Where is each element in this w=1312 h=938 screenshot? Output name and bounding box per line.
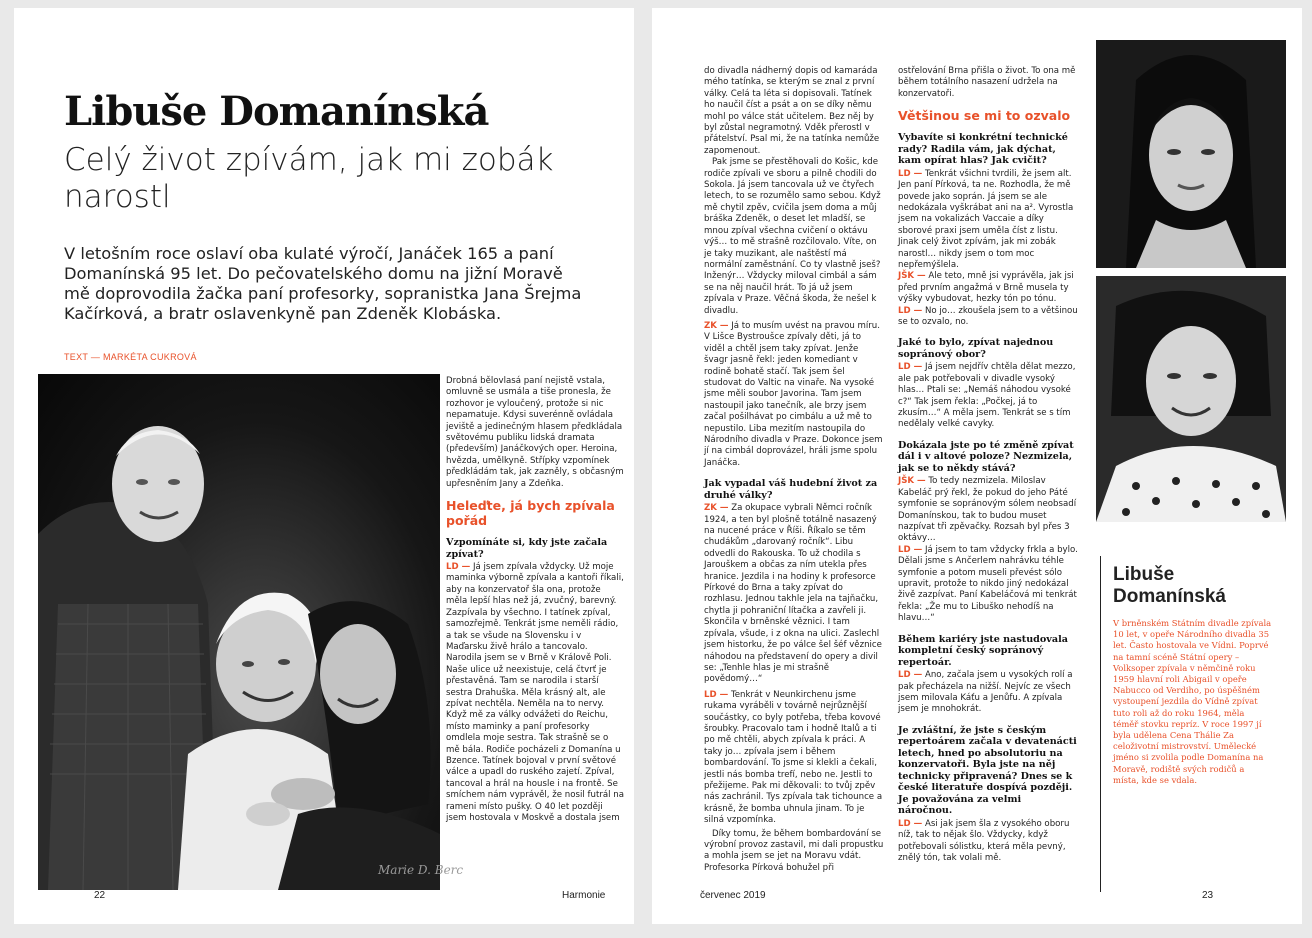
answer-ld5 [898, 545, 1078, 625]
answer-text: Ano, začala jsem u vysokých rolí a pak přecházela na nižší. Nejvíc ze všech jsem milovala Káťu a Jenůfu. A zpívala jsem je mnohokrát. [898, 670, 1073, 715]
question-1: Vzpomínáte si, kdy jste začala zpívat? [446, 537, 608, 560]
right-column-2 [898, 66, 1078, 864]
magazine-name: Harmonie [562, 890, 606, 901]
answer-ld3 [898, 306, 1078, 329]
paragraph: ostřelování Brna přišla o život. To ona mě během totálního nasazení udržela na konzervatoři. [898, 66, 1076, 99]
left-body-column [446, 376, 624, 824]
answer-text: Já to musím uvést na pravou míru. V Lišce Bystroušce zpívaly děti, já to viděl a chtěl jsem taky zpívat. Jenže švagr jasně řekl: jeden komediant v rodině bohatě stačí. Tak jsem šel studovat do Valtic na vinaře. Na vysoké jsme měli soubor Javorina. Tam jsem nastoupil jako tanečník, ale brzy jsem začal pošilhávat po cimbálu a už mě to nepustilo. Liba mezitím nastoupila do Národního divadla v Praze. Dokonce jsem jí na cimbál doprovázel, hráli jsme spolu Janáčka. [704, 320, 883, 468]
article-lede: V letošním roce oslaví oba kulaté výročí, Janáček 165 a paní Domanínská 95 let. Do pečovatelského domu na jižní Moravě mě doprovodila žačka paní profesorky, sopranistka Jana Šrejma Kačírková, a bratr oslavenkyně pan Zdeněk Klobáska. [64, 244, 582, 323]
question-2: Jak vypadal váš hudební život za druhé války? [704, 478, 878, 501]
portrait-photo-top [1096, 40, 1286, 268]
speaker-tag: LD — [898, 362, 923, 373]
speaker-tag: LD — [704, 689, 729, 700]
answer-js1 [898, 271, 1078, 305]
speaker-tag: ZK — [704, 320, 729, 331]
speaker-tag: JŠK — [898, 476, 926, 487]
answer-text: Ale teto, mně jsi vyprávěla, jak jsi před prvním angažmá v Brně musela ty výšky vybudovat, hezky tón po tónu. [898, 271, 1074, 305]
speaker-tag: LD — [446, 562, 471, 573]
intro-paragraph: Drobná bělovlasá paní nejistě vstala, omluvně se usmála a tiše pronesla, že rozhovor je vyloučený, protože si nic nepamatuje. Kdysi suverénně ovládala jeviště a jedinečným hlasem předkládala světovému publiku lidská dramata (především) Janáčkových oper. Heroina, hvězda, umělkyně. Střípky vzpomínek předkládám tak, jak zazněly, s občasným upřesněním Jany a Zdeňka. [446, 376, 624, 489]
answer-zk2 [704, 503, 884, 686]
page-number-left: 22 [94, 890, 106, 901]
answer-ld2 [898, 169, 1078, 272]
answer-text: Za okupace vybrali Němci ročník 1924, a ten byl plošně totálně nasazený na nucené práce v Říši. Říkalo se těm chudákům „darovaný ročník“. Libu odvedli do Rakouska. To už chodila s Jarouškem a občas za ním utekla přes hranice. Jezdila i na hodiny k profesorce Pírkové do Brna a taky zpívat do rozhlasu. Jednou takhle jela na tajňačku, chytla ji pohraniční lítačka a zavřeli ji. Skončila v brněnské věznici. I tam zpívala, všude, i z okna na ulici. Zaslechl jsem historku, že po válce šel šéf věznice náhodou na představení do opery a divil se: „Tenhle hlas je mi strašně povědomý…“ [704, 503, 882, 685]
answer-js2 [898, 476, 1078, 544]
portrait-image-bottom [1096, 276, 1286, 522]
answer-ld1 [704, 690, 884, 827]
speaker-tag: LD — [898, 168, 923, 179]
speaker-tag: LD — [898, 544, 923, 555]
paragraph: do divadla nádherný dopis od kamaráda mého tatínka, se kterým se znal z první války. Celá ta léta si dopisovali. Tatínek ho naučil číst a psát a on se díky němu mohl po válce stát učitelem. Bez něj by byl zůstal negramotný. Vděk přerostl v přátelství. Psal mi, že na tatínka nemůže zapomenout. [704, 66, 880, 156]
answer-text: Já jsem nejdřív chtěla dělat mezzo, ale pak potřebovali v divadle vysoký hlas… Ptali se: „Nemáš náhodou vysoké c?“ Tak jsem řekla: „Počkej, já to zkusím…“ A měla jsem. Tenkrát se s tím nedělaly velké cavyky. [898, 362, 1076, 430]
question-5: Dokázala jste po té změně zpívat dál i v altové poloze? Nezmizela, jak se to někdy stává? [898, 439, 1074, 474]
answer-ld7 [898, 819, 1078, 865]
question-4: Jaké to bylo, zpívat najednou sopránový obor? [898, 337, 1054, 360]
speaker-tag: LD — [898, 818, 923, 829]
question-7: Je zvláštní, že jste s českým repertoárem začala v devatenácti letech, hned po absolutoriu na konzervatoři. Byla jste na něj technicky připravená? Dnes se k české literatuře dospívá později. Je považována za velmi náročnou. [898, 724, 1077, 817]
speaker-tag: ZK — [704, 503, 729, 514]
answer-text: Asi jak jsem šla z vysokého oboru níž, tak to nějak šlo. Vždycky, když potřebovali sólistku, která měla pevný, znělý tón, tak volali mě. [898, 818, 1070, 863]
right-page [652, 8, 1302, 924]
answer-1 [446, 562, 624, 824]
section-heading-1: Heleďte, já bych zpívala pořád [446, 498, 615, 529]
issue-date: červenec 2019 [700, 890, 766, 901]
bio-sidebox [1100, 556, 1272, 892]
answer-ld6 [898, 670, 1078, 716]
paragraph: Díky tomu, že během bombardování se výrobní provoz zastavil, mi dali propustku a mohla jsem se jet na Moravu vdát. Profesorka Pírková bohužel při [704, 828, 884, 873]
speaker-tag: LD — [898, 305, 923, 316]
speaker-tag: JŠK — [898, 271, 926, 282]
answer-text: Já jsem to tam vždycky frkla a bylo. Dělali jsme s Ančerlem nahrávku téhle symfonie a potom museli převést sólo upravit, protože to nikdo jiný nedokázal živě zazpívat. Paní Kabeláčová mi tenkrát řekla: „Že mu to Libuško nehodíš na hlavu…“ [898, 544, 1078, 624]
portrait-photo-bottom [1096, 276, 1286, 522]
answer-text: Tenkrát všichni tvrdili, že jsem alt. Jen paní Pírková, ta ne. Rozhodla, že mě povede jako soprán. Já jsem se ale nedokázala vyškrábat ani na a². Vyrostla jsem na vokalizách Vaccaie a díky sborové praxi jsem uměla číst z listu. Jinak celý život zpívám, jak mi zobák narostl… nikdy jsem o tom moc nepřemýšlela. [898, 168, 1074, 270]
answer-text: No jo… zkoušela jsem to a většinou se to ozvalo, no. [898, 305, 1078, 327]
page-number-right: 23 [1202, 890, 1214, 901]
portrait-image-top [1096, 40, 1286, 268]
sidebox-bio: V brněnském Státním divadle zpívala 10 let, v opeře Národního divadla 35 let. Často hostovala ve Vídni. Poprvé na tamní scéně Státní opery – Volksoper zpívala v němčině roku 1959 hlavní roli Abigail v opeře Nabucco od Verdiho, po úspěšném vystoupení jezdila do Vídně zpívat tuto roli až do roku 1964, měla téměř stovku repríz. V roce 1997 jí byla udělena Cena Thálie Za celoživotní mistrovství. Umělecké jméno si zvolila podle Domanína na Moravě, rodiště svých rodičů a místa, kde se vdala. [1113, 618, 1272, 785]
answer-text: To tedy nezmizela. Miloslav Kabeláč prý řekl, že pokud do jeho Páté symfonie se sopránovým sólem neobsadí Domanínskou, tak to budou muset nazpívat tři zpěvačky. Rozsah byl přes 3 oktávy… [898, 476, 1077, 544]
answer-zk1 [704, 321, 884, 469]
question-3: Vybavíte si konkrétní technické rady? Radila vám, jak dýchat, kam opírat hlas? Jak cvičit? [898, 132, 1068, 167]
section-heading-2: Většinou se mi to ozvalo [898, 108, 1071, 124]
answer-ld4 [898, 362, 1078, 430]
photo-signature: Marie D. Berc [378, 863, 464, 877]
right-column-1 [704, 66, 884, 874]
speaker-tag: LD — [898, 670, 923, 681]
answer-text: Já jsem zpívala vždycky. Už moje maminka výborně zpívala a kantoři říkali, aby na konzervatoř šla ona, protože měla lepší hlas než já, zvučný, barevný. Zazpívala by všechno. I tatínek zpíval, samozřejmě. Tenkrát jsme neměli rádio, a tak se všude na Slovensku i v Maďarsku živě hrálo a tancovalo. Narodila jsem se v Brně v Králově Poli. Naše ulice už neexistuje, celá čtvrť je přestavěná. Tam se narodila i starší sestra Drahuška. Měla krásný alt, ale zpívat nechtěla. Neměla na to nervy. Když mě za války odvážeti do Reichu, místo maminky a paní profesorky omdlela moje sestra. Tak strašně se o mě bála. Rodiče pocházeli z Domanína u Bzence. Tatínek bojoval v první světové válce a upadl do ruského zajetí. Zpíval, tancoval a hrál na housle i na frontě. Se smíchem nám vyprávěl, že nosil futrál na rameni místo pušky. O 40 let později jsem hostovala v Moskvě a dostala jsem [446, 562, 624, 823]
answer-text: Tenkrát v Neunkirchenu jsme rukama vyráběli v továrně nejrůznější součástky, co byly potřeba, třeba kovové šroubky. Pracovalo tam i hodně Italů a ti po mě chtěli, abych zpívala k práci. A taky jo… zpívala jsem i během bombardování. To jsme si klekli a čekali, jestli nás bomba trefí, nebo ne. Jestli to přežijeme. Pak mi děkovali: to tvůj zpěv nás zachránil. Tys zpívala tak tichounce a krásně, že bomba uhnula jinam. To je silná vzpomínka. [704, 689, 883, 826]
paragraph: Pak jsme se přestěhovali do Košic, kde rodiče zpívali ve sboru a pilně chodili do Sokola. Já jsem tancovala už ve čtyřech letech, to se rozumělo samo sebou. Když mě chytil zpěv, cvičila jsem doma a můj bráška Zdeněk, o deset let mladší, se mnou zpíval všechna cvičení o oktávu výš… to mě strašně rozčilovalo. Víte, on je taky muzikant, ale naštěstí má normální zaměstnání. Co ty vlastně jseš? Inženýr… Vždycky miloval cimbál a sám se na něj naučil hrát. To já už jsem zpívala v Praze. Věčná škoda, že nešel k divadlu. [704, 157, 881, 316]
sidebox-name: Libuše Domanínská [1113, 564, 1226, 607]
article-byline: TEXT — MARKÉTA CUKROVÁ [64, 352, 197, 362]
question-6: Během kariéry jste nastudovala kompletní český sopránový repertoár. [898, 633, 1068, 668]
article-subtitle: Celý život zpívám, jak mi zobák narostl [64, 142, 554, 215]
left-page [14, 8, 634, 924]
article-title: Libuše Domanínská [64, 88, 489, 135]
